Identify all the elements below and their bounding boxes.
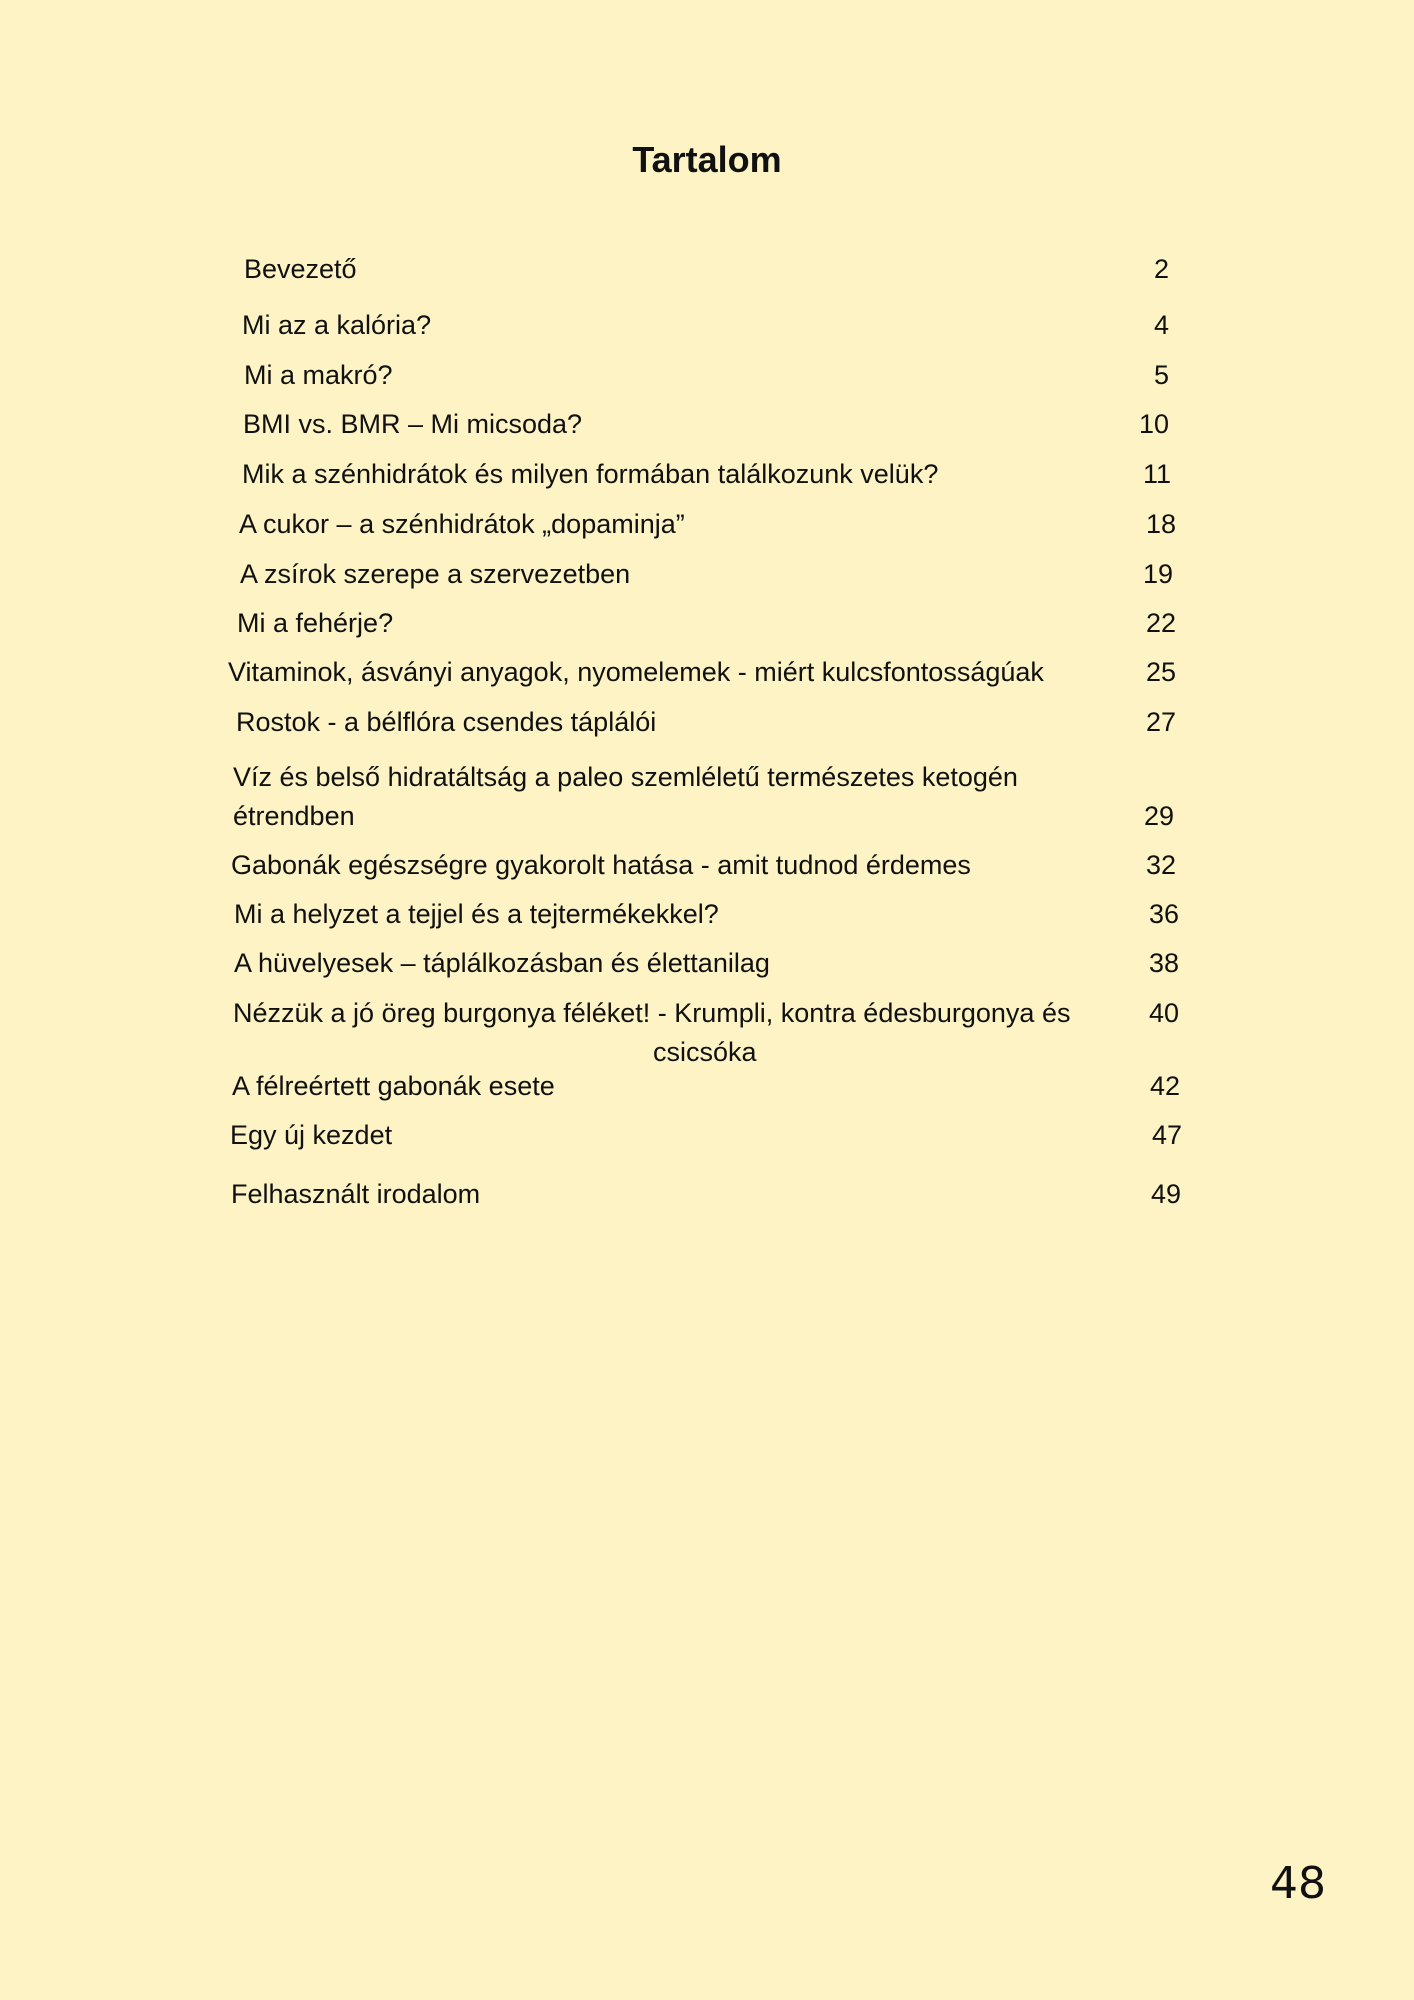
toc-entry-title: Gabonák egészségre gyakorolt hatása - amit tudnod érdemes (231, 850, 971, 880)
toc-entry-title: BMI vs. BMR – Mi micsoda? (243, 409, 583, 439)
toc-entry-page: 38 (1149, 948, 1180, 978)
toc-entry-title: Nézzük a jó öreg burgonya féléket! - Krumpli, kontra édesburgonya és (233, 998, 1071, 1028)
toc-entry-page: 42 (1150, 1071, 1181, 1101)
toc-entry-title: Mi a helyzet a tejjel és a tejtermékekkel? (234, 899, 719, 929)
toc-entry-title: A cukor – a szénhidrátok „dopaminja” (239, 509, 685, 539)
toc-entry-page: 27 (1146, 707, 1177, 737)
toc-entry-page: 47 (1152, 1120, 1183, 1150)
toc-entry-page: 40 (1149, 998, 1180, 1028)
toc-entry-title-continued: étrendben (233, 801, 355, 831)
toc-entry-title: Rostok - a bélflóra csendes táplálói (236, 707, 657, 737)
toc-entry-page: 5 (1154, 360, 1170, 390)
toc-entry-title: Bevezető (244, 254, 357, 284)
toc-entry-page: 19 (1143, 559, 1174, 589)
toc-entry-page: 22 (1146, 608, 1177, 638)
toc-entry-page: 49 (1151, 1179, 1182, 1209)
toc-entry-page: 4 (1154, 310, 1170, 340)
page-number: 48 (1270, 1858, 1326, 1909)
toc-entry-title: Vitaminok, ásványi anyagok, nyomelemek - miért kulcsfontosságúak (228, 657, 1044, 687)
toc-entry-page: 18 (1146, 509, 1177, 539)
toc-entry-title: Egy új kezdet (230, 1120, 393, 1150)
toc-entry-page: 25 (1146, 657, 1177, 687)
toc-entry-title: A zsírok szerepe a szervezetben (240, 559, 631, 589)
toc-entry-page: 2 (1154, 254, 1170, 284)
toc-entry-page: 32 (1146, 850, 1177, 880)
toc-entry-title-continued: csicsóka (653, 1037, 757, 1067)
toc-entry-title: Mik a szénhidrátok és milyen formában találkozunk velük? (242, 459, 939, 489)
toc-entry-title: Mi a fehérje? (237, 608, 394, 638)
toc-entry-page: 29 (1144, 801, 1175, 831)
toc-entry-title: A félreértett gabonák esete (232, 1071, 555, 1101)
toc-entry-page: 11 (1143, 459, 1172, 489)
toc-entry-page: 10 (1139, 409, 1170, 439)
toc-entry-title: A hüvelyesek – táplálkozásban és élettanilag (234, 948, 770, 978)
toc-entry-page: 36 (1149, 899, 1180, 929)
toc-entry-title: Felhasznált irodalom (231, 1179, 481, 1209)
toc-entry-title: Mi a makró? (244, 360, 393, 390)
toc-entry-title: Víz és belső hidratáltság a paleo szemléletű természetes ketogén (233, 762, 1018, 792)
toc-entry-title: Mi az a kalória? (242, 310, 432, 340)
page-title: Tartalom (632, 139, 782, 180)
